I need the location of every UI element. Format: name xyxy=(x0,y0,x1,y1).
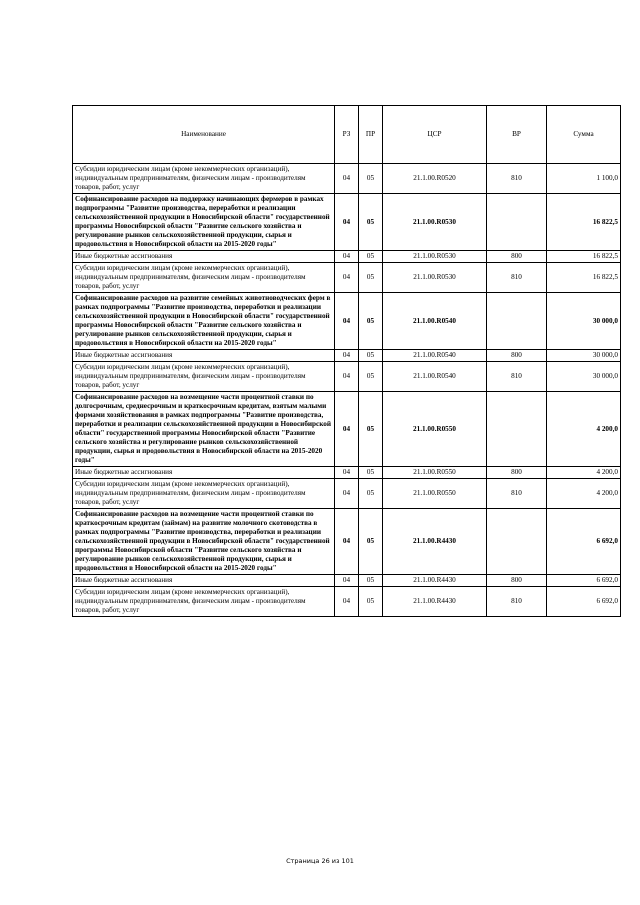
cell-name: Субсидии юридическим лицам (кроме некоммерческих организаций), индивидуальным предпринимателям, физическим лицам - производителям товаров, работ, услуг xyxy=(73,587,335,617)
cell-name: Субсидии юридическим лицам (кроме некоммерческих организаций), индивидуальным предпринимателям, физическим лицам - производителям товаров, работ, услуг xyxy=(73,164,335,194)
table-row xyxy=(73,575,621,587)
cell-rz: 04 xyxy=(335,350,359,362)
cell-sum: 30 000,0 xyxy=(547,350,621,362)
cell-vr: 810 xyxy=(487,587,547,617)
cell-pr: 05 xyxy=(359,509,383,575)
cell-sum: 16 822,5 xyxy=(547,251,621,263)
cell-csr: 21.1.00.R0550 xyxy=(383,479,487,509)
cell-name: Иные бюджетные ассигнования xyxy=(73,467,335,479)
header-sum: Сумма xyxy=(547,106,621,164)
table-row xyxy=(73,164,621,194)
cell-sum: 30 000,0 xyxy=(547,362,621,392)
cell-rz: 04 xyxy=(335,251,359,263)
cell-name: Субсидии юридическим лицам (кроме некоммерческих организаций), индивидуальным предпринимателям, физическим лицам - производителям товаров, работ, услуг xyxy=(73,362,335,392)
header-name: Наименование xyxy=(73,106,335,164)
cell-name: Субсидии юридическим лицам (кроме некоммерческих организаций), индивидуальным предпринимателям, физическим лицам - производителям товаров, работ, услуг xyxy=(73,479,335,509)
table-header-row xyxy=(73,106,621,164)
cell-name: Софинансирование расходов на возмещение части процентной ставки по краткосрочным кредитам (займам) на развитие молочного скотоводства в рамках подпрограммы "Развитие производства, переработки и реализации сельскохозяйственной продукции в Новосибирской области" государственной программы Новосибирской области "Развитие сельского хозяйства и регулирование рынков сельскохозяйственной продукции, сырья и продовольствия в Новосибирской области на 2015-2020 годы" xyxy=(73,509,335,575)
table-row xyxy=(73,479,621,509)
cell-name: Софинансирование расходов на возмещение части процентной ставки по долгосрочным, среднесрочным и краткосрочным кредитам, взятым малыми формами хозяйствования в рамках подпрограммы "Развитие производства, переработки и реализации сельскохозяйственной продукции в Новосибирской области" государственной программы Новосибирской области "Развитие сельского хозяйства и регулирование рынков сельскохозяйственной продукции, сырья и продовольствия в Новосибирской области на 2015-2020 годы" xyxy=(73,392,335,467)
cell-pr: 05 xyxy=(359,362,383,392)
cell-rz: 04 xyxy=(335,362,359,392)
cell-csr: 21.1.00.R0550 xyxy=(383,467,487,479)
cell-pr: 05 xyxy=(359,392,383,467)
cell-csr: 21.1.00.R4430 xyxy=(383,587,487,617)
cell-csr: 21.1.00.R0530 xyxy=(383,251,487,263)
table-row xyxy=(73,194,621,251)
cell-csr: 21.1.00.R0530 xyxy=(383,263,487,293)
cell-rz: 04 xyxy=(335,509,359,575)
table-row xyxy=(73,293,621,350)
cell-name: Софинансирование расходов на развитие семейных животноводческих ферм в рамках подпрограммы "Развитие производства, переработки и реализации сельскохозяйственной продукции в Новосибирской области" государственной программы Новосибирской области "Развитие сельского хозяйства и регулирование рынков сельскохозяйственной продукции, сырья и продовольствия в Новосибирской области на 2015-2020 годы" xyxy=(73,293,335,350)
cell-rz: 04 xyxy=(335,392,359,467)
table-row xyxy=(73,362,621,392)
cell-rz: 04 xyxy=(335,263,359,293)
cell-pr: 05 xyxy=(359,350,383,362)
cell-pr: 05 xyxy=(359,263,383,293)
cell-sum: 6 692,0 xyxy=(547,587,621,617)
table-row xyxy=(73,263,621,293)
cell-csr: 21.1.00.R4430 xyxy=(383,575,487,587)
table-row xyxy=(73,467,621,479)
header-csr: ЦСР xyxy=(383,106,487,164)
table-row xyxy=(73,350,621,362)
cell-pr: 05 xyxy=(359,293,383,350)
cell-pr: 05 xyxy=(359,251,383,263)
cell-vr: 810 xyxy=(487,164,547,194)
cell-vr: 800 xyxy=(487,467,547,479)
cell-sum: 1 100,0 xyxy=(547,164,621,194)
table-row xyxy=(73,509,621,575)
cell-rz: 04 xyxy=(335,293,359,350)
cell-rz: 04 xyxy=(335,467,359,479)
cell-csr: 21.1.00.R0530 xyxy=(383,194,487,251)
cell-vr: 810 xyxy=(487,479,547,509)
cell-pr: 05 xyxy=(359,164,383,194)
cell-pr: 05 xyxy=(359,575,383,587)
page-number: Страница 26 из 101 xyxy=(286,857,354,865)
cell-sum: 4 200,0 xyxy=(547,467,621,479)
cell-rz: 04 xyxy=(335,479,359,509)
cell-sum: 16 822,5 xyxy=(547,194,621,251)
cell-sum: 4 200,0 xyxy=(547,479,621,509)
cell-sum: 30 000,0 xyxy=(547,293,621,350)
cell-rz: 04 xyxy=(335,575,359,587)
cell-pr: 05 xyxy=(359,587,383,617)
cell-sum: 16 822,5 xyxy=(547,263,621,293)
cell-vr xyxy=(487,194,547,251)
table-row xyxy=(73,392,621,467)
table-row xyxy=(73,251,621,263)
table-row xyxy=(73,587,621,617)
cell-csr: 21.1.00.R0540 xyxy=(383,362,487,392)
table-body xyxy=(73,164,621,617)
cell-name: Иные бюджетные ассигнования xyxy=(73,251,335,263)
cell-pr: 05 xyxy=(359,194,383,251)
cell-sum: 6 692,0 xyxy=(547,509,621,575)
cell-vr: 800 xyxy=(487,575,547,587)
cell-vr xyxy=(487,509,547,575)
cell-rz: 04 xyxy=(335,587,359,617)
cell-name: Иные бюджетные ассигнования xyxy=(73,575,335,587)
cell-sum: 4 200,0 xyxy=(547,392,621,467)
cell-rz: 04 xyxy=(335,164,359,194)
cell-vr xyxy=(487,392,547,467)
cell-pr: 05 xyxy=(359,479,383,509)
cell-csr: 21.1.00.R0520 xyxy=(383,164,487,194)
cell-rz: 04 xyxy=(335,194,359,251)
cell-vr: 800 xyxy=(487,251,547,263)
cell-name: Софинансирование расходов на поддержку начинающих фермеров в рамках подпрограммы "Развитие производства, переработки и реализации сельскохозяйственной продукции в Новосибирской области" государственной программы Новосибирской области "Развитие сельского хозяйства и регулирование рынков сельскохозяйственной продукции, сырья и продовольствия в Новосибирской области на 2015-2020 годы" xyxy=(73,194,335,251)
header-rz: РЗ xyxy=(335,106,359,164)
header-pr: ПР xyxy=(359,106,383,164)
cell-vr: 810 xyxy=(487,362,547,392)
cell-name: Субсидии юридическим лицам (кроме некоммерческих организаций), индивидуальным предпринимателям, физическим лицам - производителям товаров, работ, услуг xyxy=(73,263,335,293)
cell-csr: 21.1.00.R0540 xyxy=(383,350,487,362)
cell-sum: 6 692,0 xyxy=(547,575,621,587)
cell-csr: 21.1.00.R0540 xyxy=(383,293,487,350)
cell-name: Иные бюджетные ассигнования xyxy=(73,350,335,362)
cell-vr: 800 xyxy=(487,350,547,362)
cell-csr: 21.1.00.R4430 xyxy=(383,509,487,575)
cell-pr: 05 xyxy=(359,467,383,479)
header-vr: ВР xyxy=(487,106,547,164)
cell-vr: 810 xyxy=(487,263,547,293)
cell-vr xyxy=(487,293,547,350)
cell-csr: 21.1.00.R0550 xyxy=(383,392,487,467)
budget-table xyxy=(72,105,621,617)
